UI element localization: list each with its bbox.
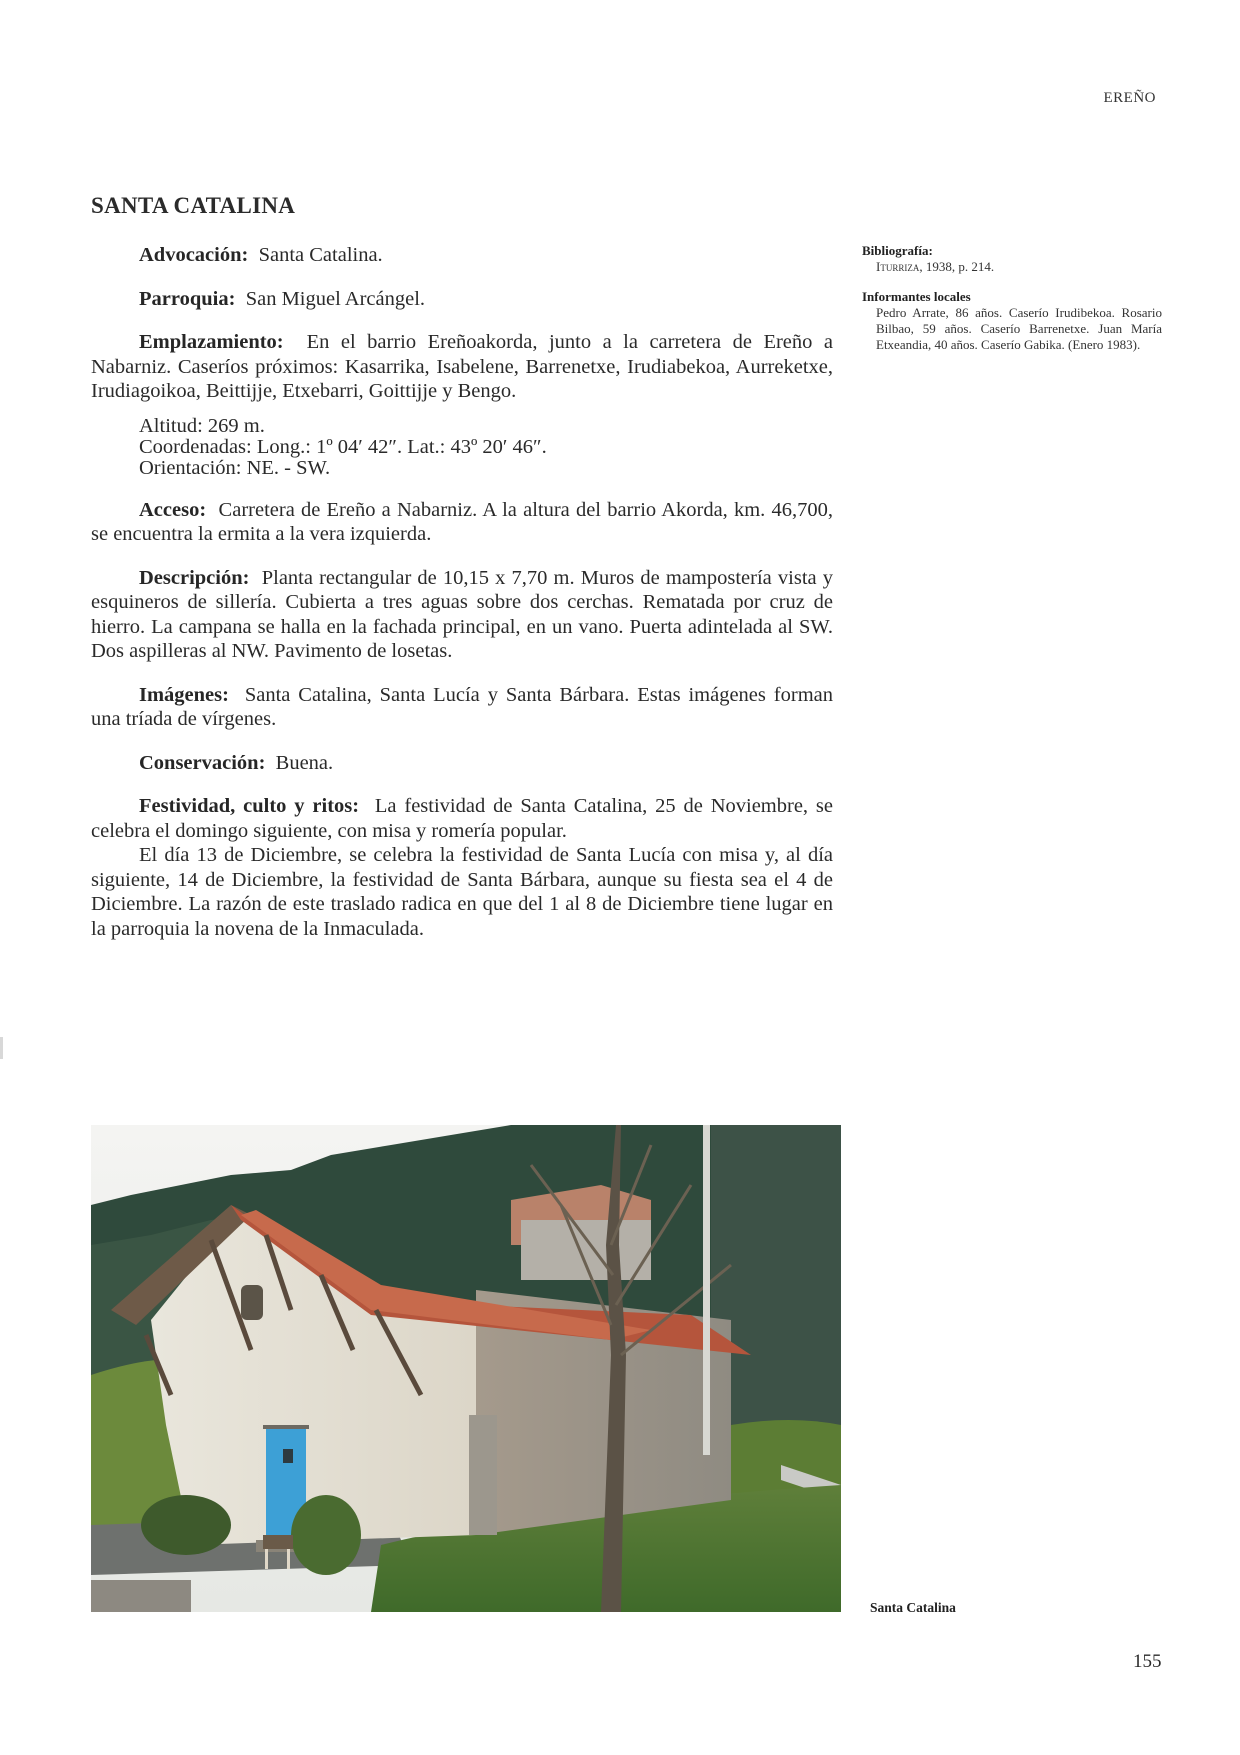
conservacion-paragraph <box>91 751 833 776</box>
page-title: SANTA CATALINA <box>91 193 296 218</box>
advocacion-label: Advocación: <box>139 244 249 266</box>
sidebar-notes <box>862 243 1162 367</box>
orientacion: Orientación: NE. - SW. <box>139 456 331 479</box>
emplazamiento-paragraph <box>91 330 833 404</box>
informantes-text: Pedro Arrate, 86 años. Caserío Irudibekoa. Rosario Bilbao, 59 años. Caserío Barrenetxe. Juan María Etxeandia, 40 años. Caserío Gabika. (Enero 1983). <box>876 305 1162 352</box>
bibliografia-author: Iturriza <box>876 259 920 274</box>
emplazamiento-label: Emplazamiento: <box>139 331 284 353</box>
descripcion-label: Descripción: <box>139 566 250 589</box>
advocacion-paragraph <box>91 243 833 268</box>
descripcion-text: Planta rectangular de 10,15 x 7,70 m. Muros de mampostería vista y esquineros de sillería. Cubierta a tres aguas sobre dos cerchas. Rematada por cruz de hierro. La campana se halla en la fachada principal, en un vano. Puerta adintelada al SW. Dos aspilleras al NW. Pavimento de losetas. <box>91 566 833 662</box>
imagenes-label: Imágenes: <box>139 683 229 706</box>
acceso-paragraph <box>91 498 833 547</box>
descripcion-paragraph <box>91 566 833 664</box>
imagenes-text: Santa Catalina, Santa Lucía y Santa Bárbara. Estas imágenes forman una tríada de vírgenes. <box>91 683 834 730</box>
festividad-paragraph-2: El día 13 de Diciembre, se celebra la festividad de Santa Lucía con misa y, al día siguiente, 14 de Diciembre, la festividad de Santa Bárbara, aunque su fiesta sea el 4 de Diciembre. La razón de este traslado radica en que del 1 al 8 de Diciembre tiene lugar en la parroquia la novena de la Inmaculada. <box>91 844 833 940</box>
page-number: 155 <box>1133 1651 1162 1672</box>
emplazamiento-text: En el barrio Ereñoakorda, junto a la carretera de Ereño a Nabarniz. Caseríos próximos: Kasarrika, Isabelene, Barrenetxe, Irudiabekoa, Aurreketxe, Irudiagoikoa, Beittijje, Etxebarri, Goittijje y Bengo. <box>91 331 833 402</box>
parroquia-label: Parroquia: <box>139 287 236 310</box>
imagenes-paragraph <box>91 683 833 732</box>
article-body <box>91 243 833 941</box>
acceso-label: Acceso: <box>139 498 207 521</box>
bibliografia-label: Bibliografía: <box>862 243 933 258</box>
bibliografia-block <box>862 243 1162 275</box>
parroquia-paragraph <box>91 287 833 312</box>
conservacion-label: Conservación: <box>139 751 266 774</box>
geo-data <box>139 416 833 479</box>
altitud: Altitud: 269 m. <box>139 414 265 437</box>
scan-margin-mark <box>0 1037 3 1059</box>
coordenadas: Coordenadas: Long.: 1º 04′ 42″. Lat.: 43º 20′ 46″. <box>139 435 547 458</box>
festividad-label: Festividad, culto y ritos: <box>139 795 360 817</box>
informantes-block <box>862 289 1162 353</box>
acceso-text: Carretera de Ereño a Nabarniz. A la altura del barrio Akorda, km. 46,700, se encuentra la ermita a la vera izquierda. <box>91 498 834 545</box>
bibliografia-ref: , 1938, p. 214. <box>919 259 995 274</box>
advocacion-text: Santa Catalina. <box>258 244 383 266</box>
hermitage-photo <box>91 1125 841 1612</box>
festividad-text: La festividad de Santa Catalina, 25 de Noviembre, se celebra el domingo siguiente, con misa y romería popular. <box>91 795 833 842</box>
festividad-paragraph <box>91 794 833 843</box>
hermitage-photo-illustration <box>91 1125 841 1612</box>
conservacion-text: Buena. <box>275 751 334 774</box>
photo-caption: Santa Catalina <box>870 1600 956 1615</box>
running-head: EREÑO <box>1103 90 1156 106</box>
informantes-label: Informantes locales <box>862 289 971 304</box>
bibliografia-entry <box>862 259 1162 275</box>
parroquia-text: San Miguel Arcángel. <box>245 287 426 310</box>
